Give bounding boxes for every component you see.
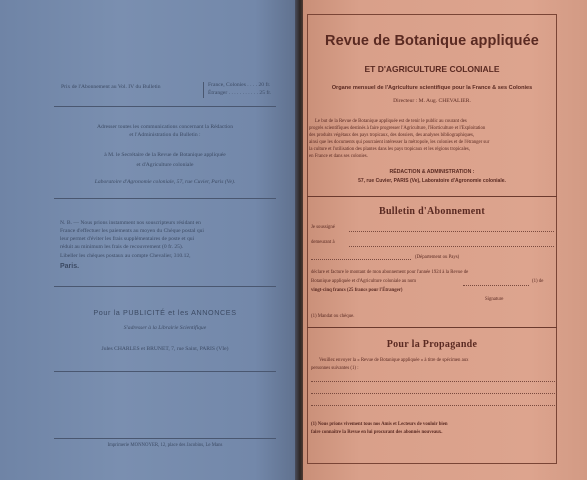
journal-director: Directeur : M. Aug. CHEVALIER.: [393, 98, 471, 104]
form-line[interactable]: [311, 405, 555, 406]
journal-organ: Organe mensuel de l'Agriculture scientifique pour la France & ses Colonies: [331, 85, 533, 91]
divider: [54, 438, 276, 439]
address-line-1: Adresser toutes les communications concernant la Rédaction: [96, 124, 234, 130]
form-line[interactable]: [311, 259, 411, 260]
form-soussigne: Je soussigné: [311, 225, 335, 230]
propagande-note-1: (1) Nous prions vivement tous nos Amis et Lecteurs de vouloir bien: [311, 422, 448, 427]
desc-line-5: la culture et l'utilisation des plantes dans les pays tropicaux et les régions tropicales,: [309, 147, 470, 152]
price-france: France, Colonies . . . . 20 fr.: [208, 82, 271, 88]
note-line-1: N. B. — Nous prions instamment nos souscripteurs résidant en: [60, 220, 201, 226]
form-signature: Signature: [485, 297, 504, 302]
divider: [54, 286, 276, 287]
divider: [54, 198, 276, 199]
form-line[interactable]: [463, 285, 529, 286]
page-frame: [307, 14, 557, 464]
propagande-note-2: faire connaître la Revue en lui procurant des abonnés nouveaux.: [311, 430, 443, 435]
desc-line-3: des produits végétaux des pays tropicaux, des dossiers, des analyses bibliographiques,: [309, 133, 475, 138]
printer-line: Imprimerie MONNOYER, 12, place des Jacobins, Le Mans: [107, 443, 223, 448]
form-line[interactable]: [349, 231, 554, 232]
address-line-5: Laboratoire d'Agronomie coloniale, 57, rue Cuvier, Paris (Ve).: [94, 179, 236, 185]
journal-subtitle: ET D'AGRICULTURE COLONIALE: [364, 64, 500, 74]
form-declare-3: vingt-cinq francs (25 francs pour l'Étranger): [311, 288, 403, 293]
divider: [307, 327, 557, 328]
form-declare-2: Botanique appliquée et d'Agriculture coloniale au nom: [311, 279, 417, 284]
divider: [307, 196, 557, 197]
bulletin-title: Bulletin d'Abonnement: [378, 206, 486, 217]
note-line-6: Paris.: [60, 263, 80, 270]
note-line-5: Libeller les chèques postaux au compte Chevalier, 310.12,: [60, 253, 191, 259]
desc-line-1: Le but de la Revue de Botanique appliquée est de tenir le public au courant des: [315, 119, 467, 124]
desc-line-2: progrès scientifiques destinés à faire progresser l'Agriculture, l'Horticulture et l'Exploitation: [309, 126, 486, 131]
redaction-address: 57, rue Cuvier, PARIS (Ve), Laboratoire d'Agronomie coloniale.: [358, 178, 506, 184]
form-line[interactable]: [311, 381, 555, 382]
redaction-label: RÉDACTION & ADMINISTRATION :: [389, 169, 475, 175]
form-line[interactable]: [311, 393, 555, 394]
right-page: [303, 0, 587, 480]
ads-line-2: Jules CHARLES et BRUNET, 7, rue Saint, PARIS (VIe): [101, 346, 229, 352]
ads-line-1: S'adresser à la Librairie Scientifique: [123, 325, 207, 331]
divider: [54, 371, 276, 372]
form-mandat: (1) Mandat ou chèque.: [311, 314, 355, 319]
form-departement: (Département ou Pays): [415, 255, 460, 260]
subscription-price: Prix de l'Abonnement au Vol. IV du Bulletin: [61, 84, 161, 90]
note-line-4: réduit au minimum les frais de recouvrement (0 fr. 25).: [60, 244, 184, 250]
propagande-title: Pour la Propagande: [386, 339, 478, 350]
note-line-3: leur permet d'éviter les frais supplémentaires de poste et qui: [60, 236, 195, 242]
propagande-line-2: personnes suivantes (1) :: [311, 366, 359, 371]
price-etranger: Étranger . . . . . . . . . . . 25 fr.: [208, 90, 272, 96]
form-line[interactable]: [349, 246, 554, 247]
propagande-line-1: Veuillez envoyer la « Revue de Botanique appliquée » à titre de spécimen aux: [319, 358, 469, 363]
brace: [203, 82, 205, 98]
address-line-4: et d'Agriculture coloniale: [136, 162, 194, 168]
divider: [54, 106, 276, 107]
form-declare-2-end: (1) de: [532, 279, 544, 284]
note-line-2: France d'effectuer les paiements au moyen du Chèque postal qui: [60, 228, 204, 234]
ads-title: Pour la PUBLICITÉ et les ANNONCES: [93, 308, 237, 317]
desc-line-6: en France et dans ses colonies.: [309, 154, 368, 159]
form-demeurant: demeurant à: [311, 240, 335, 245]
desc-line-4: ainsi que les documents qui pourraient intéresser la métropole, les colonies et de l'étranger sur: [309, 140, 490, 145]
address-line-3: à M. le Secrétaire de la Revue de Botanique appliquée: [104, 152, 226, 158]
address-line-2: et l'Administration du Bulletin :: [129, 132, 201, 138]
form-declare-1: déclare et facture le montant de mon abonnement pour l'année 1924 à la Revue de: [311, 270, 469, 275]
journal-title: Revue de Botanique appliquée: [325, 33, 539, 49]
